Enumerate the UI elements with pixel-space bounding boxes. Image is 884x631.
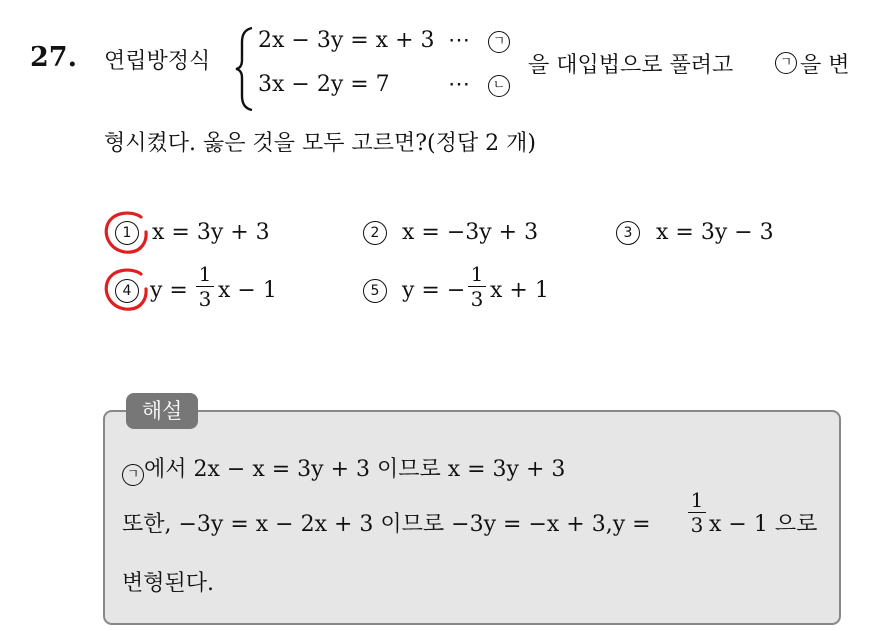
- marker-nieun: ㄴ: [488, 75, 510, 97]
- left-brace: [234, 26, 256, 112]
- equation-1: 2x − 3y = x + 3: [258, 28, 435, 53]
- option-5-frac-den: 3: [470, 287, 484, 311]
- solution-tag: 해설: [126, 393, 198, 429]
- solution-line-1-text: 에서 2x − x = 3y + 3 이므로 x = 3y + 3: [144, 457, 566, 482]
- solution-line-3: 변형된다.: [122, 571, 215, 596]
- solution-fraction: [688, 488, 706, 537]
- ellipsis-2: ⋯: [448, 72, 472, 97]
- option-5-fraction: [468, 262, 486, 311]
- option-4-suffix[interactable]: x − 1: [218, 278, 277, 303]
- option-4-fraction: [196, 262, 214, 311]
- option-3-number[interactable]: 3: [616, 221, 640, 245]
- question-stem-line2: 형시켰다. 옳은 것을 모두 고르면?(정답 2 개): [104, 131, 536, 156]
- option-1-text[interactable]: x = 3y + 3: [152, 220, 270, 245]
- option-5-prefix[interactable]: y = −: [402, 278, 466, 303]
- ellipsis-1: ⋯: [448, 28, 472, 53]
- option-4-frac-num: 1: [198, 262, 212, 286]
- question-stem-part1: 연립방정식: [104, 49, 211, 74]
- option-4-prefix[interactable]: y =: [150, 278, 188, 303]
- option-4-frac-den: 3: [198, 287, 212, 311]
- marker-giyeok-inline: ㄱ: [775, 52, 797, 74]
- option-4-number[interactable]: 4: [115, 279, 139, 303]
- option-3-text[interactable]: x = 3y − 3: [656, 220, 774, 245]
- question-number: 27.: [30, 42, 77, 73]
- solution-line-2: 또한, −3y = x − 2x + 3 이므로 −3y = −x + 3,y =: [122, 512, 651, 537]
- solution-frac-den: 3: [690, 513, 704, 537]
- question-stem-part2: 을 대입법으로 풀려고: [528, 53, 734, 78]
- option-2-number[interactable]: 2: [363, 221, 387, 245]
- option-5-frac-num: 1: [470, 262, 484, 286]
- option-5-number[interactable]: 5: [363, 279, 387, 303]
- option-1-number[interactable]: 1: [115, 221, 139, 245]
- solution-line-1: [122, 452, 565, 486]
- solution-line-2-suffix: x − 1 으로: [709, 512, 818, 537]
- solution-frac-num: 1: [690, 488, 704, 512]
- marker-giyeok: ㄱ: [488, 31, 510, 53]
- equation-2: 3x − 2y = 7: [258, 72, 390, 97]
- option-2-text[interactable]: x = −3y + 3: [402, 220, 539, 245]
- option-5-suffix[interactable]: x + 1: [490, 278, 549, 303]
- question-stem-part3: 을 변: [800, 53, 850, 78]
- marker-giyeok-solution: ㄱ: [122, 464, 144, 486]
